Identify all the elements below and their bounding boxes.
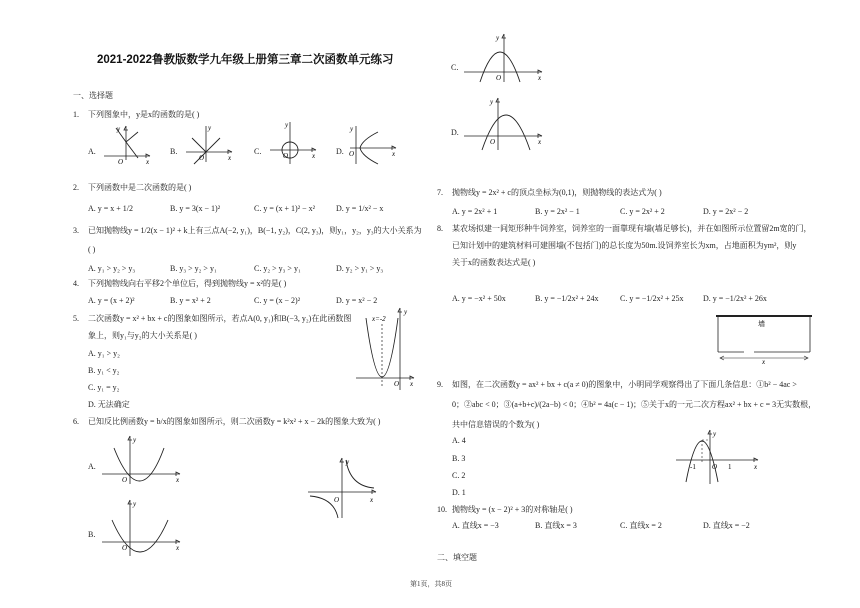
q2-number: 2. xyxy=(73,183,79,192)
q5-stem-line2: 象上，则y₁与y₂的大小关系是( ) xyxy=(88,331,197,340)
q3-option-a[interactable]: A. y₁ > y₂ > y₃ xyxy=(88,264,136,273)
q1-graph-b xyxy=(184,122,236,166)
q1-number: 1. xyxy=(73,110,79,119)
q1-graph-d xyxy=(348,124,400,166)
q5-option-d[interactable]: D. 无法确定 xyxy=(88,400,130,409)
q6d-y-label: y xyxy=(490,98,494,106)
q1b-x-label: x xyxy=(228,154,232,162)
q1c-o-label: O xyxy=(283,152,289,160)
q1-graph-a xyxy=(102,122,154,166)
q5-axis-label: x=-2 xyxy=(372,315,386,323)
q4-stem: 下列抛物线向右平移2个单位后，得到抛物线y = x²的是( ) xyxy=(88,279,287,288)
q8-stem-line3: 关于x的函数表达式是( ) xyxy=(452,258,536,267)
q9-option-b[interactable]: B. 3 xyxy=(452,454,466,463)
q9-parabola-graph xyxy=(672,428,764,486)
section-heading-fill: 二、填空题 xyxy=(437,553,477,562)
q6-hyp-y-label: y xyxy=(346,458,350,466)
q8-wall-label: 墙 xyxy=(758,320,765,328)
section-heading-choice: 一、选择题 xyxy=(73,91,113,100)
q5-number: 5. xyxy=(73,314,79,323)
q2-stem: 下列函数中是二次函数的是( ) xyxy=(88,183,192,192)
q6-hyp-o-label: O xyxy=(334,496,340,504)
q1a-y-label: y xyxy=(117,125,121,133)
page-title: 2021-2022鲁教版数学九年级上册第三章二次函数单元练习 xyxy=(97,54,394,66)
q3-option-d[interactable]: D. y₂ > y₁ > y₃ xyxy=(336,264,384,273)
q2-option-c[interactable]: C. y = (x + 1)² − x² xyxy=(254,204,315,213)
q8-option-d[interactable]: D. y = −1/2x² + 26x xyxy=(703,294,767,303)
q9-stem-line1: 如图，在二次函数y = ax² + bx + c(a ≠ 0)的图象中，小明同学观察得出了下面几条信息：①b² − 4ac > xyxy=(452,380,797,389)
q7-option-a[interactable]: A. y = 2x² + 1 xyxy=(452,207,498,216)
q1d-x-label: x xyxy=(392,150,396,158)
q4-number: 4. xyxy=(73,279,79,288)
q6-option-a-label[interactable]: A. xyxy=(88,462,96,471)
q5-option-b[interactable]: B. y₁ < y₂ xyxy=(88,366,120,375)
q6-hyperbola-graph xyxy=(306,456,378,520)
q5-stem-line1: 二次函数y = x² + bx + c的图象如图所示，若点A(0, y₁)和B(−3, y₂)在此函数图 xyxy=(88,314,352,323)
q6-hyp-x-label: x xyxy=(370,496,374,504)
q9-x-label: x xyxy=(754,463,758,471)
page-footer: 第1页，共8页 xyxy=(410,580,452,588)
q6-number: 6. xyxy=(73,417,79,426)
q6c-y-label: y xyxy=(496,34,500,42)
q8-wall-diagram xyxy=(714,312,814,366)
q3-stem-line1: 已知抛物线y = 1/2(x − 1)² + k上有三点A(−2, y₁)，B(−1, y₂)，C(2, y₃)，则y₁，y₂，y₃的大小关系为 xyxy=(88,226,422,235)
q1a-x-label: x xyxy=(146,158,150,166)
q3-option-c[interactable]: C. y₂ > y₃ > y₁ xyxy=(254,264,301,273)
q6c-o-label: O xyxy=(496,74,502,82)
q10-option-d[interactable]: D. 直线x = −2 xyxy=(703,521,750,530)
q9-stem-line3: 共中信息错误的个数为( ) xyxy=(452,420,540,429)
q6-option-c-label[interactable]: C. xyxy=(451,63,459,72)
q1-option-b-label[interactable]: B. xyxy=(170,147,178,156)
q2-option-b[interactable]: B. y = 3(x − 1)² xyxy=(170,204,221,213)
q6-graph-d xyxy=(462,96,546,152)
q9-option-c[interactable]: C. 2 xyxy=(452,471,466,480)
q4-option-c[interactable]: C. y = (x − 2)² xyxy=(254,296,301,305)
q9-option-a[interactable]: A. 4 xyxy=(452,436,466,445)
q6d-o-label: O xyxy=(490,138,496,146)
q4-option-d[interactable]: D. y = x² − 2 xyxy=(336,296,378,305)
q7-number: 7. xyxy=(437,188,443,197)
q2-option-d[interactable]: D. y = 1/x² − x xyxy=(336,204,384,213)
q6-option-d-label[interactable]: D. xyxy=(451,128,459,137)
q9-o-label: O xyxy=(712,463,718,471)
q8-number: 8. xyxy=(437,224,443,233)
q6c-x-label: x xyxy=(538,74,542,82)
q1c-x-label: x xyxy=(312,152,316,160)
q6d-x-label: x xyxy=(538,138,542,146)
q5-parabola-graph xyxy=(354,306,416,392)
q6a-o-label: O xyxy=(122,476,128,484)
q4-option-a[interactable]: A. y = (x + 2)² xyxy=(88,296,135,305)
q1-graph-c xyxy=(268,120,320,166)
q8-option-b[interactable]: B. y = −1/2x² + 24x xyxy=(535,294,599,303)
q9-number: 9. xyxy=(437,380,443,389)
q10-number: 10. xyxy=(437,505,447,514)
q7-option-b[interactable]: B. y = 2x² − 1 xyxy=(535,207,580,216)
q8-stem-line2: 已知计划中的建筑材料可建围墙(不包括门)的总长度为50m.设饲养室长为xm，占地面积为ym²，则y xyxy=(452,241,797,250)
q6-graph-c xyxy=(462,32,546,84)
q5-o-label: O xyxy=(394,380,400,388)
q9-one-label: 1 xyxy=(728,463,732,471)
q8-option-a[interactable]: A. y = −x² + 50x xyxy=(452,294,506,303)
q6b-y-label: y xyxy=(133,500,137,508)
q1-option-a-label[interactable]: A. xyxy=(88,147,96,156)
q10-option-a[interactable]: A. 直线x = −3 xyxy=(452,521,499,530)
q9-neg1-label: -1 xyxy=(690,463,696,471)
q7-option-c[interactable]: C. y = 2x² + 2 xyxy=(620,207,665,216)
q5-x-label: x xyxy=(410,380,414,388)
q5-y-label: y xyxy=(404,308,408,316)
q3-number: 3. xyxy=(73,226,79,235)
q10-option-b[interactable]: B. 直线x = 3 xyxy=(535,521,577,530)
q5-option-c[interactable]: C. y₁ = y₂ xyxy=(88,383,120,392)
q5-option-a[interactable]: A. y₁ > y₂ xyxy=(88,349,120,358)
q6-option-b-label[interactable]: B. xyxy=(88,530,96,539)
q3-option-b[interactable]: B. y₃ > y₂ > y₁ xyxy=(170,264,217,273)
q6b-x-label: x xyxy=(176,544,180,552)
q1b-y-label: y xyxy=(208,124,212,132)
q6a-y-label: y xyxy=(133,436,137,444)
q9-option-d[interactable]: D. 1 xyxy=(452,488,466,497)
q7-option-d[interactable]: D. y = 2x² − 2 xyxy=(703,207,749,216)
q2-option-a[interactable]: A. y = x + 1/2 xyxy=(88,204,134,213)
q8-option-c[interactable]: C. y = −1/2x² + 25x xyxy=(620,294,684,303)
q6-stem: 已知反比例函数y = b/x的图象如图所示，则二次函数y = k²x² + x − 2k的图象大致为( ) xyxy=(88,417,381,426)
q6-graph-b xyxy=(100,498,184,558)
q1-option-c-label[interactable]: C. xyxy=(254,147,262,156)
q1a-o-label: O xyxy=(118,158,124,166)
q1-stem: 下列图象中，y是x的函数的是( ) xyxy=(88,110,200,119)
q4-option-b[interactable]: B. y = x² + 2 xyxy=(170,296,211,305)
q1d-o-label: O xyxy=(349,150,355,158)
q9-stem-line2: 0；②abc < 0；③(a+b+c)/(2a−b) < 0；④b² = 4a(c − 1)；⑤关于x的一元二次方程ax² + bx + c = 3无实数根， xyxy=(452,400,817,409)
q6-graph-a xyxy=(100,434,184,486)
q10-option-c[interactable]: C. 直线x = 2 xyxy=(620,521,662,530)
q1c-y-label: y xyxy=(285,121,289,129)
q8-stem-line1: 某农场拟建一间矩形种牛饲养室，饲养室的一面靠现有墙(墙足够长)，并在如图所示位置留2m宽的门， xyxy=(452,224,812,233)
q6b-o-label: O xyxy=(122,544,128,552)
q7-stem: 抛物线y = 2x² + c的顶点坐标为(0,1)，则抛物线的表达式为( ) xyxy=(452,188,662,197)
q10-stem: 抛物线y = (x − 2)² + 3的对称轴是( ) xyxy=(452,505,573,514)
q6a-x-label: x xyxy=(176,476,180,484)
q3-stem-line2: ( ) xyxy=(88,245,96,254)
q1b-o-label: O xyxy=(199,154,205,162)
q1d-y-label: y xyxy=(350,125,354,133)
q1-option-d-label[interactable]: D. xyxy=(336,147,344,156)
q8-x-label: x xyxy=(762,358,766,366)
q9-y-label: y xyxy=(713,430,717,438)
